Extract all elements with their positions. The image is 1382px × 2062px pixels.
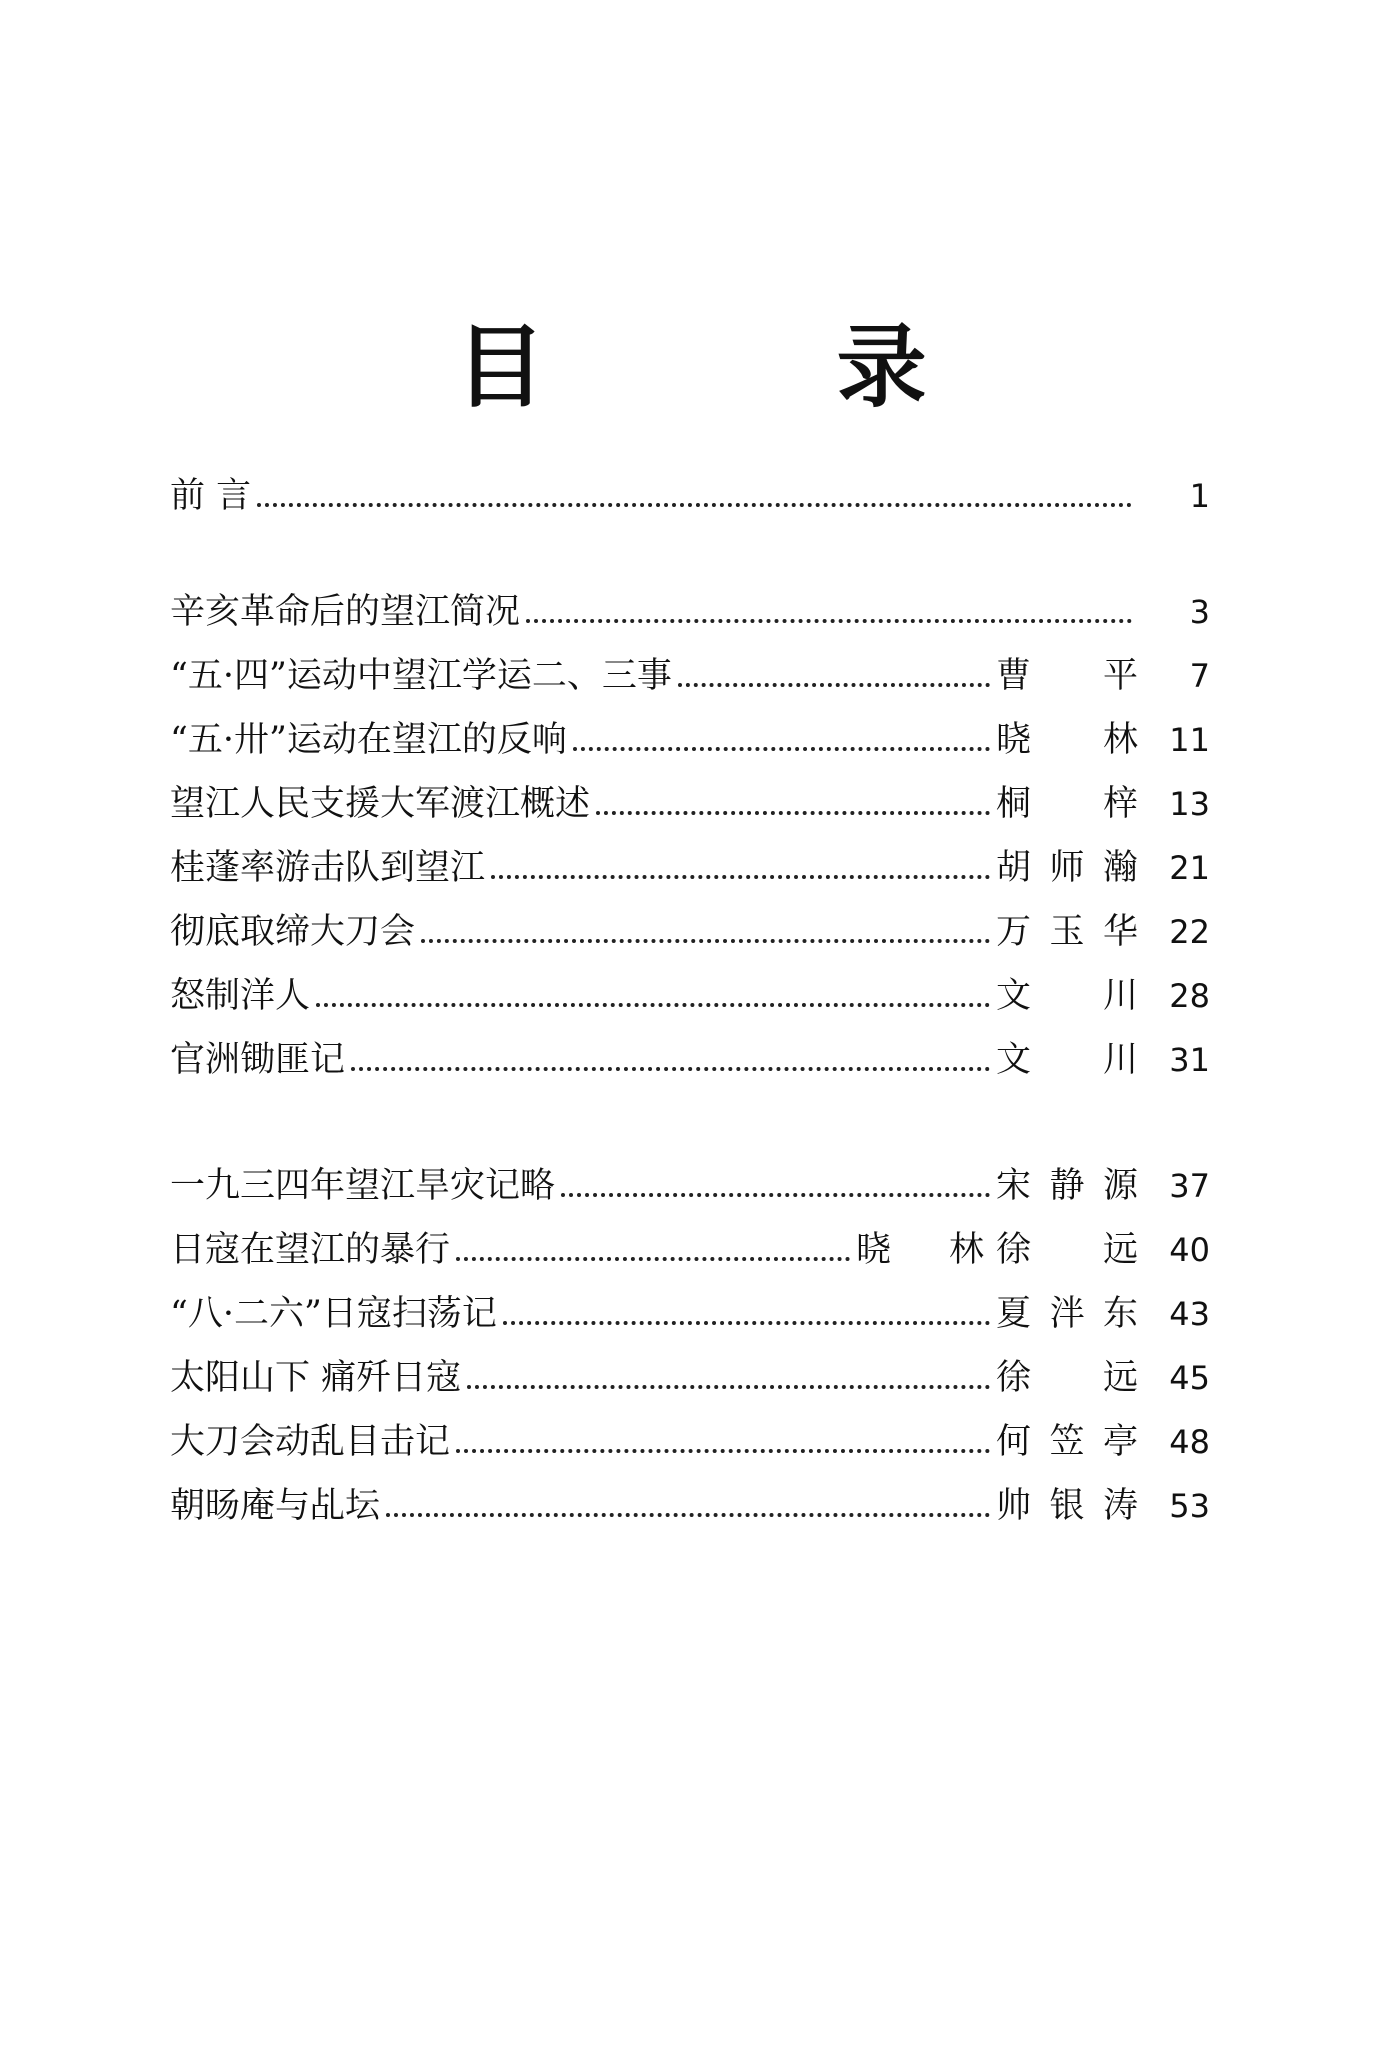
dot-leader bbox=[386, 1513, 990, 1517]
entry-author bbox=[996, 778, 1138, 830]
dot-leader bbox=[456, 1449, 990, 1453]
entry-author bbox=[996, 970, 1138, 1022]
toc-entry bbox=[170, 714, 1210, 766]
entry-author bbox=[996, 650, 1138, 702]
entry-page-number: 43 bbox=[1169, 1295, 1210, 1333]
toc-entry bbox=[170, 1288, 1210, 1340]
entry-title: 朝旸庵与乩坛 bbox=[170, 1486, 381, 1526]
toc-entry bbox=[170, 906, 1210, 958]
entry-author bbox=[996, 1224, 1138, 1276]
dot-leader bbox=[678, 683, 990, 687]
entry-author bbox=[996, 1288, 1138, 1340]
toc-entry bbox=[170, 1224, 1210, 1276]
entry-author bbox=[996, 842, 1138, 894]
toc-entry bbox=[170, 470, 1210, 522]
entry-title: 官洲锄匪记 bbox=[170, 1040, 346, 1080]
entry-author bbox=[996, 1480, 1138, 1532]
author-name: 文 川 bbox=[996, 976, 1138, 1016]
author-name: 何笠亭 bbox=[996, 1422, 1138, 1462]
dot-leader bbox=[491, 875, 990, 879]
entry-author bbox=[996, 1416, 1138, 1468]
toc-entry bbox=[170, 1416, 1210, 1468]
toc-entry bbox=[170, 1480, 1210, 1532]
entry-page-number: 11 bbox=[1169, 721, 1210, 759]
author-name: 宋静源 bbox=[996, 1166, 1138, 1206]
entry-page-number: 28 bbox=[1169, 977, 1210, 1015]
dot-leader bbox=[561, 1193, 990, 1197]
entry-page-number: 40 bbox=[1169, 1231, 1210, 1269]
entry-author bbox=[996, 1034, 1138, 1086]
entry-page-number: 45 bbox=[1169, 1359, 1210, 1397]
entry-title: “五·四”运动中望江学运二、三事 bbox=[170, 656, 672, 696]
entry-title: 望江人民支援大军渡江概述 bbox=[170, 784, 591, 824]
dot-leader bbox=[596, 811, 990, 815]
dot-leader bbox=[351, 1067, 990, 1071]
entry-author bbox=[996, 1352, 1138, 1404]
dot-leader bbox=[503, 1321, 990, 1325]
dot-leader bbox=[573, 747, 990, 751]
author-name: 徐 远 bbox=[996, 1230, 1138, 1270]
entry-page-number: 3 bbox=[1189, 593, 1210, 631]
entry-title: 彻底取缔大刀会 bbox=[170, 912, 416, 952]
toc-entry bbox=[170, 842, 1210, 894]
entry-page-number: 1 bbox=[1189, 477, 1210, 515]
author-name: 胡师瀚 bbox=[996, 848, 1138, 888]
entry-title: 日寇在望江的暴行 bbox=[170, 1230, 451, 1270]
author-name: 万玉华 bbox=[996, 912, 1138, 952]
entry-title: 大刀会动乱目击记 bbox=[170, 1422, 451, 1462]
page-title: 目 录 bbox=[455, 315, 1057, 420]
author-name: 桐 梓 bbox=[996, 784, 1138, 824]
entry-page-number: 31 bbox=[1169, 1041, 1210, 1079]
author-name: 曹 平 bbox=[996, 656, 1138, 696]
toc-entry bbox=[170, 1034, 1210, 1086]
author-name: 晓 林 bbox=[996, 720, 1138, 760]
toc-entry bbox=[170, 778, 1210, 830]
entry-page-number: 37 bbox=[1169, 1167, 1210, 1205]
toc-entry bbox=[170, 970, 1210, 1022]
entry-author bbox=[996, 1160, 1138, 1212]
entry-author bbox=[996, 906, 1138, 958]
dot-leader bbox=[421, 939, 990, 943]
author-name: 夏泮东 bbox=[996, 1294, 1138, 1334]
entry-title: “八·二六”日寇扫荡记 bbox=[170, 1294, 497, 1334]
author-name: 徐 远 bbox=[996, 1358, 1138, 1398]
entry-title: 前 言 bbox=[170, 476, 252, 516]
dot-leader bbox=[456, 1257, 850, 1261]
dot-leader bbox=[257, 503, 1132, 507]
entry-title: 太阳山下 痛歼日寇 bbox=[170, 1358, 462, 1398]
toc-entry bbox=[170, 1160, 1210, 1212]
toc-entry bbox=[170, 586, 1210, 638]
toc-entry bbox=[170, 650, 1210, 702]
toc-entry bbox=[170, 1352, 1210, 1404]
entry-title: 桂蓬率游击队到望江 bbox=[170, 848, 486, 888]
dot-leader bbox=[316, 1003, 990, 1007]
entry-title: “五·卅”运动在望江的反响 bbox=[170, 720, 567, 760]
entry-page-number: 7 bbox=[1189, 657, 1210, 695]
entry-page-number: 22 bbox=[1169, 913, 1210, 951]
co-author-name: 晓 林 bbox=[856, 1230, 984, 1270]
entry-title: 辛亥革命后的望江简况 bbox=[170, 592, 521, 632]
author-name: 文 川 bbox=[996, 1040, 1138, 1080]
dot-leader bbox=[526, 619, 1132, 623]
entry-page-number: 48 bbox=[1169, 1423, 1210, 1461]
entry-page-number: 53 bbox=[1169, 1487, 1210, 1525]
dot-leader bbox=[467, 1385, 990, 1389]
entry-page-number: 21 bbox=[1169, 849, 1210, 887]
entry-title: 怒制洋人 bbox=[170, 976, 311, 1016]
author-name: 帅银涛 bbox=[996, 1486, 1138, 1526]
entry-title: 一九三四年望江旱灾记略 bbox=[170, 1166, 556, 1206]
entry-author bbox=[996, 714, 1138, 766]
entry-page-number: 13 bbox=[1169, 785, 1210, 823]
